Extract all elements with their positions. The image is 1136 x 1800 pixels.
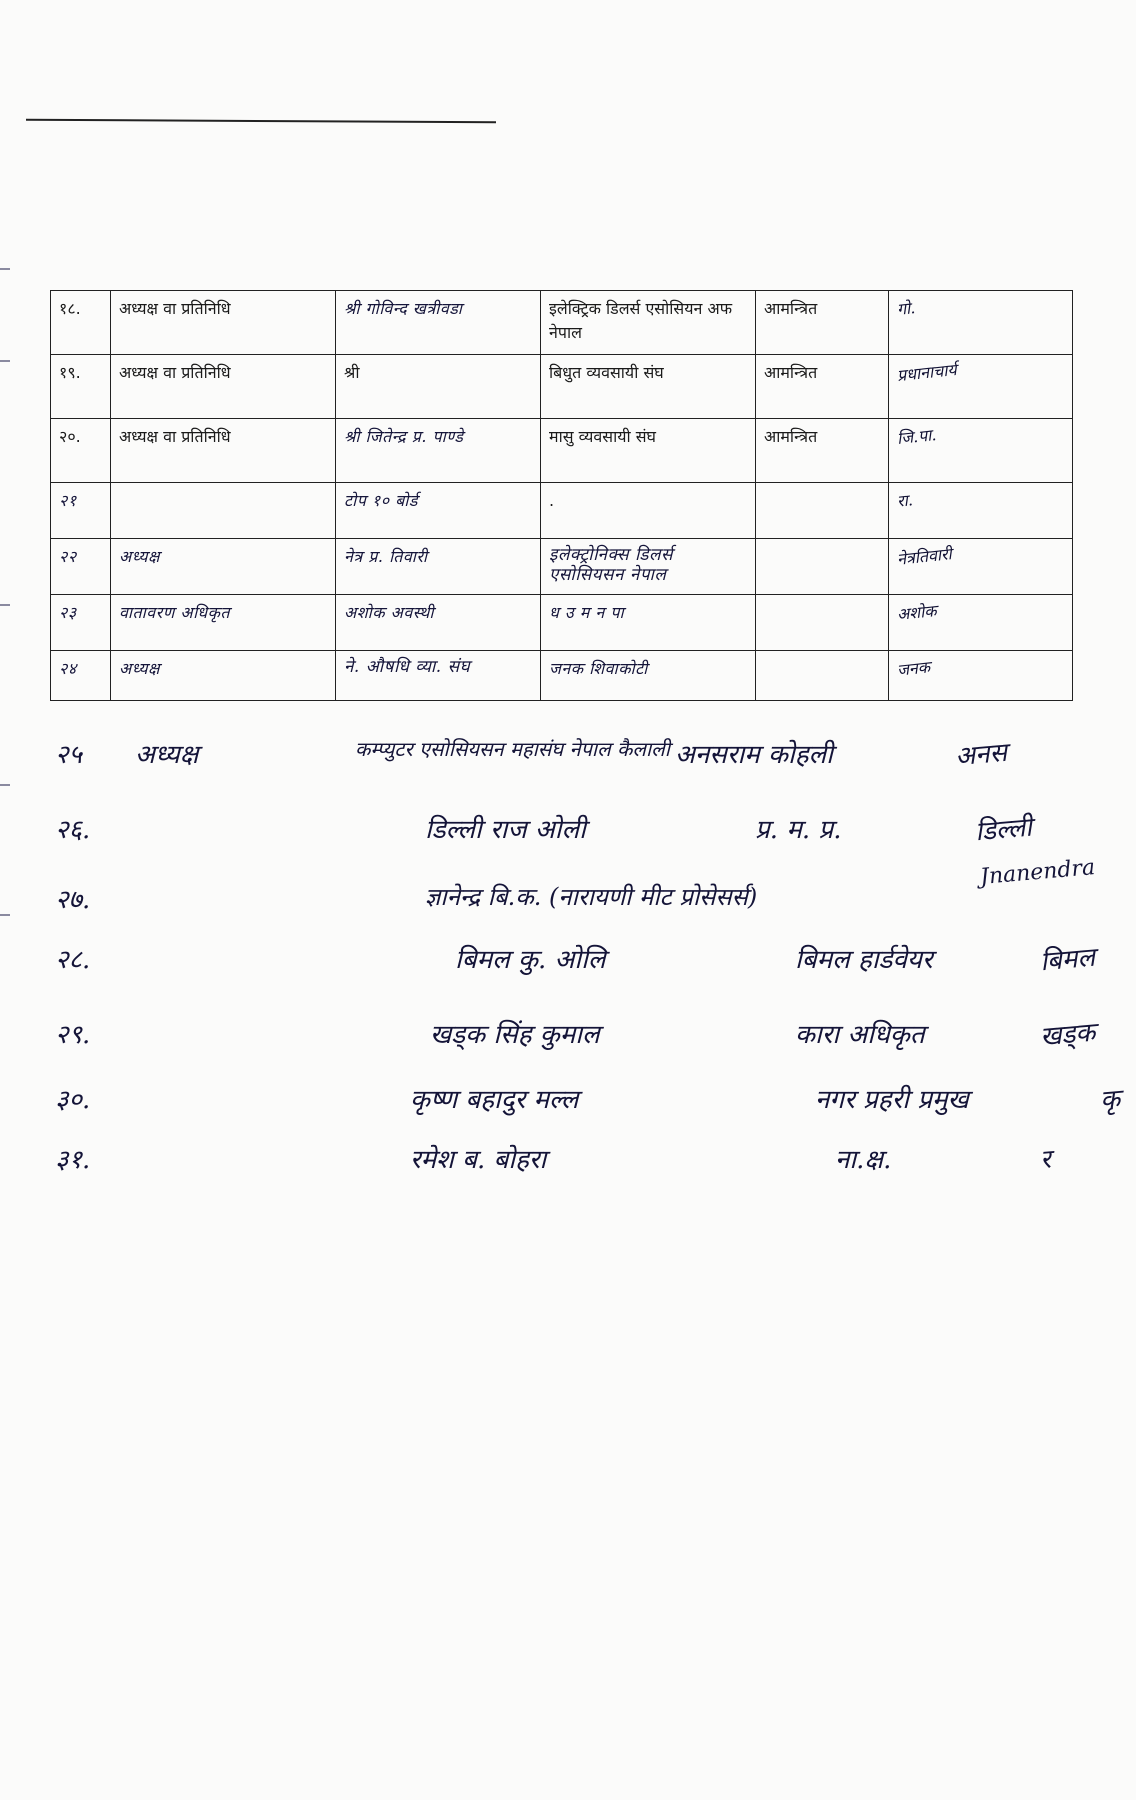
row-signature-cell bbox=[889, 539, 1073, 595]
entry-name: रमेश ब. बोहरा bbox=[410, 1145, 547, 1175]
row-position: अध्यक्ष bbox=[111, 539, 336, 595]
entry-number: २९. bbox=[55, 1020, 91, 1050]
table-row bbox=[51, 291, 1073, 355]
scan-edge-mark bbox=[0, 604, 10, 606]
entry-position: अध्यक्ष bbox=[135, 740, 199, 770]
handwritten-entry bbox=[55, 855, 1115, 940]
row-position: अध्यक्ष वा प्रतिनिधि bbox=[111, 355, 336, 419]
handwritten-signature: नेत्रतिवारी bbox=[896, 544, 953, 569]
row-number: २०. bbox=[51, 419, 111, 483]
handwritten-signature: अनस bbox=[953, 737, 1009, 773]
scan-edge-mark bbox=[0, 268, 10, 270]
row-organization: जनक शिवाकोटी bbox=[541, 651, 756, 701]
handwritten-signature: डिल्ली bbox=[973, 812, 1034, 848]
entry-number: २८. bbox=[55, 945, 91, 975]
row-status bbox=[756, 539, 889, 595]
row-status bbox=[756, 483, 889, 539]
row-signature-cell bbox=[889, 595, 1073, 651]
row-name: अशोक अवस्थी bbox=[336, 595, 541, 651]
handwritten-signature: र bbox=[1038, 1144, 1053, 1176]
handwritten-signature: जि.पा. bbox=[896, 424, 938, 449]
entry-number: ३१. bbox=[55, 1145, 91, 1175]
scan-edge-mark bbox=[0, 914, 10, 916]
handwritten-signature: रा. bbox=[895, 490, 914, 511]
handwritten-signature: Jnanendra bbox=[979, 855, 1097, 890]
row-status: आमन्त्रित bbox=[756, 419, 889, 483]
entry-name: ज्ञानेन्द्र बि.क. (नारायणी मीट प्रोसेसर्स) bbox=[425, 883, 758, 911]
row-status bbox=[756, 595, 889, 651]
handwritten-entry bbox=[55, 810, 1115, 870]
row-position: वातावरण अधिकृत bbox=[111, 595, 336, 651]
row-signature-cell bbox=[889, 291, 1073, 355]
row-position: अध्यक्ष वा प्रतिनिधि bbox=[111, 291, 336, 355]
table-row bbox=[51, 651, 1073, 701]
entry-number: ३०. bbox=[55, 1085, 91, 1115]
handwritten-entry bbox=[55, 940, 1115, 1000]
row-name: ने. औषधि व्या. संघ bbox=[336, 651, 541, 701]
handwritten-signature: प्रधानाचार्य bbox=[896, 359, 958, 386]
handwritten-signature: गो. bbox=[896, 298, 917, 319]
entry-organization: बिमल हार्डवेयर bbox=[795, 945, 933, 975]
row-signature-cell bbox=[889, 651, 1073, 701]
entry-name: खड्क सिंह कुमाल bbox=[430, 1020, 600, 1050]
handwritten-signature: बिमल bbox=[1038, 942, 1097, 978]
row-organization: मासु व्यवसायी संघ bbox=[541, 419, 756, 483]
handwritten-signature: खड्क bbox=[1038, 1017, 1097, 1053]
row-name: टोप १० बोर्ड bbox=[336, 483, 541, 539]
scan-edge-mark bbox=[0, 784, 10, 786]
handwritten-signature: कृ bbox=[1098, 1084, 1122, 1116]
scan-edge-mark bbox=[0, 360, 10, 362]
handwritten-signature: जनक bbox=[896, 657, 931, 680]
row-status: आमन्त्रित bbox=[756, 291, 889, 355]
row-name: श्री गोविन्द खत्रीवडा bbox=[336, 291, 541, 355]
handwritten-signature: अशोक bbox=[896, 600, 938, 625]
table-row bbox=[51, 539, 1073, 595]
entry-organization: नगर प्रहरी प्रमुख bbox=[815, 1085, 969, 1115]
row-name: श्री जितेन्द्र प्र. पाण्डे bbox=[336, 419, 541, 483]
row-organization: ध उ म न पा bbox=[541, 595, 756, 651]
table-row bbox=[51, 483, 1073, 539]
table-row bbox=[51, 419, 1073, 483]
row-position bbox=[111, 483, 336, 539]
handwritten-entry bbox=[55, 1080, 1122, 1140]
row-signature-cell bbox=[889, 419, 1073, 483]
handwritten-entry bbox=[55, 735, 1115, 795]
entry-name: बिमल कु. ओलि bbox=[455, 945, 606, 975]
entry-number: २५ bbox=[55, 740, 83, 770]
table-row bbox=[51, 355, 1073, 419]
entry-name: कम्प्युटर एसोसियसन महासंघ नेपाल कैलाली bbox=[355, 737, 670, 761]
row-organization: इलेक्ट्रोनिक्स डिलर्स एसोसियसन नेपाल bbox=[541, 539, 756, 595]
entry-organization: कारा अधिकृत bbox=[795, 1020, 925, 1050]
entry-name: कृष्ण बहादुर मल्ल bbox=[410, 1085, 579, 1115]
row-name: श्री bbox=[336, 355, 541, 419]
row-number: २१ bbox=[51, 483, 111, 539]
entry-organization: अनसराम कोहली bbox=[675, 740, 833, 770]
entry-name: डिल्ली राज ओली bbox=[425, 815, 586, 845]
attendance-table bbox=[50, 290, 1073, 701]
entry-organization: ना.क्ष. bbox=[835, 1145, 892, 1175]
handwritten-entry bbox=[55, 1140, 1115, 1200]
entry-number: २७. bbox=[55, 885, 91, 915]
row-organization: बिधुत व्यवसायी संघ bbox=[541, 355, 756, 419]
row-number: २४ bbox=[51, 651, 111, 701]
top-rule-line bbox=[26, 119, 496, 123]
row-number: १८. bbox=[51, 291, 111, 355]
row-signature-cell bbox=[889, 483, 1073, 539]
row-number: २३ bbox=[51, 595, 111, 651]
row-number: १९. bbox=[51, 355, 111, 419]
row-position: अध्यक्ष वा प्रतिनिधि bbox=[111, 419, 336, 483]
row-name: नेत्र प्र. तिवारी bbox=[336, 539, 541, 595]
row-status: आमन्त्रित bbox=[756, 355, 889, 419]
row-signature-cell bbox=[889, 355, 1073, 419]
row-organization: . bbox=[541, 483, 756, 539]
entry-number: २६. bbox=[55, 815, 91, 845]
entry-organization: प्र. म. प्र. bbox=[755, 815, 842, 845]
table-row bbox=[51, 595, 1073, 651]
row-status bbox=[756, 651, 889, 701]
row-position: अध्यक्ष bbox=[111, 651, 336, 701]
handwritten-entry bbox=[55, 1015, 1115, 1075]
row-number: २२ bbox=[51, 539, 111, 595]
row-organization: इलेक्ट्रिक डिलर्स एसोसियन अफ नेपाल bbox=[541, 291, 756, 355]
